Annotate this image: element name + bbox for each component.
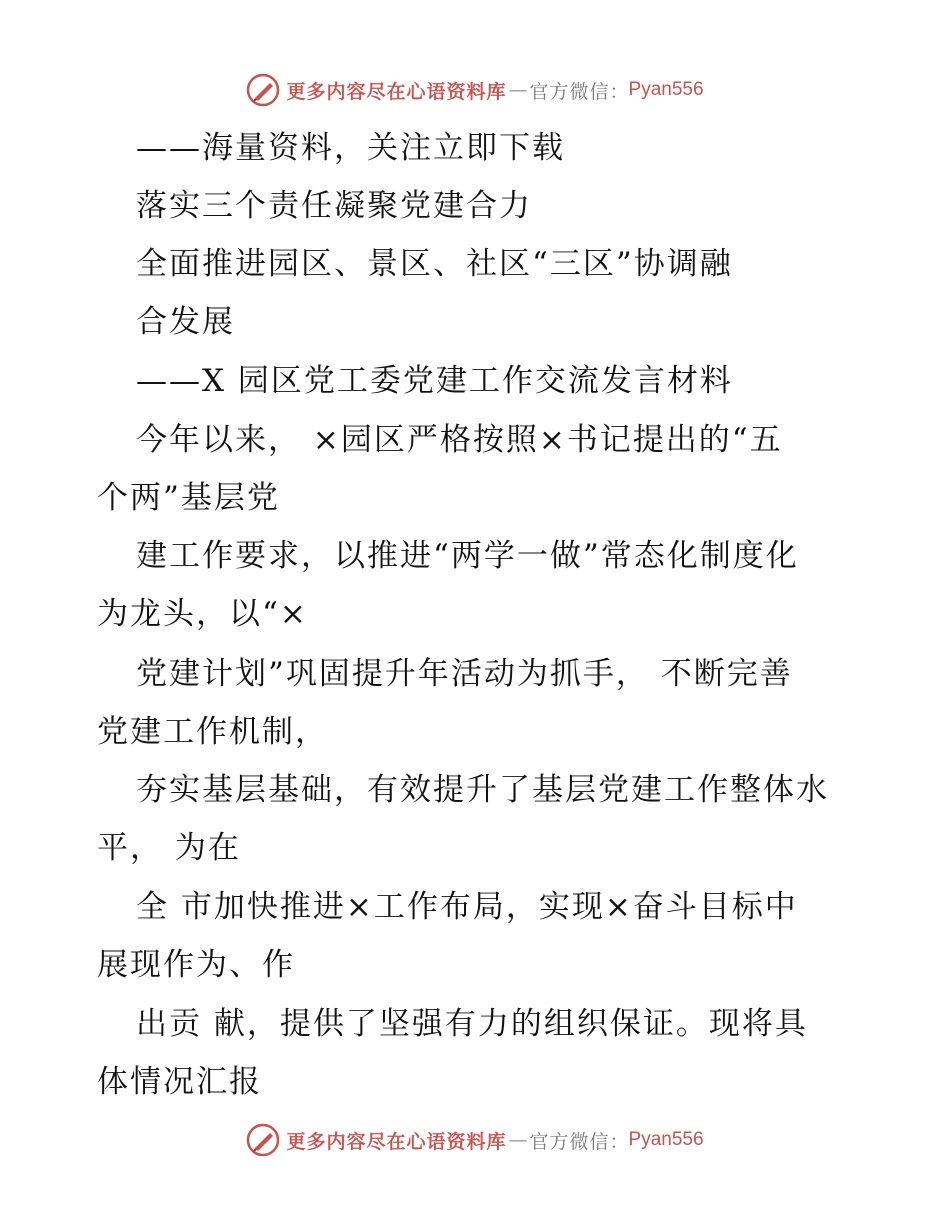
- banner-account: Pyan556: [628, 79, 704, 100]
- body-line: 平， 为在: [97, 830, 241, 866]
- body-line: 党建计划”巩固提升年活动为抓手， 不断完善: [136, 656, 793, 692]
- banner-account: Pyan556: [628, 1129, 704, 1150]
- body-line: 为龙头，以“×: [97, 596, 308, 632]
- body-line: 建工作要求，以推进“两学一做”常态化制度化: [136, 538, 799, 574]
- body-line: ——X 园区党工委党建工作交流发言材料: [136, 363, 733, 399]
- body-line: 全面推进园区、景区、社区“三区”协调融: [136, 246, 733, 282]
- banner-brand: 更多内容尽在心语资料库: [286, 80, 507, 103]
- banner-separator: ：: [609, 80, 629, 103]
- banner-wechat-label: 官方微信: [529, 1130, 610, 1153]
- body-line: 夯实基层基础，有效提升了基层党建工作整体水: [136, 772, 829, 808]
- body-line: 个两”基层党: [97, 480, 280, 516]
- banner-separator: ：: [609, 1130, 629, 1153]
- footer-banner: [0, 1120, 950, 1160]
- body-line: 落实三个责任凝聚党建合力: [136, 188, 532, 224]
- body-line: 出贡 献，提供了坚强有力的组织保证。现将具: [136, 1006, 808, 1042]
- body-line: 体情况汇报: [97, 1064, 262, 1100]
- banner-dash: —: [508, 1129, 528, 1151]
- body-line: 展现作为、作: [97, 947, 295, 983]
- banner-brand: 更多内容尽在心语资料库: [286, 1130, 507, 1153]
- body-line: 今年以来， ×园区严格按照×书记提出的“五: [136, 422, 783, 458]
- banner-dash: —: [508, 79, 528, 101]
- pen-logo-icon: [246, 1123, 280, 1157]
- body-line: 全 市加快推进×工作布局，实现×奋斗目标中: [136, 889, 798, 925]
- header-banner: [0, 70, 950, 110]
- body-line: ——海量资料，关注立即下载: [136, 130, 565, 166]
- body-line: 合发展: [136, 304, 235, 340]
- banner-wechat-label: 官方微信: [529, 80, 610, 103]
- pen-logo-icon: [246, 73, 280, 107]
- body-line: 党建工作机制，: [97, 714, 328, 750]
